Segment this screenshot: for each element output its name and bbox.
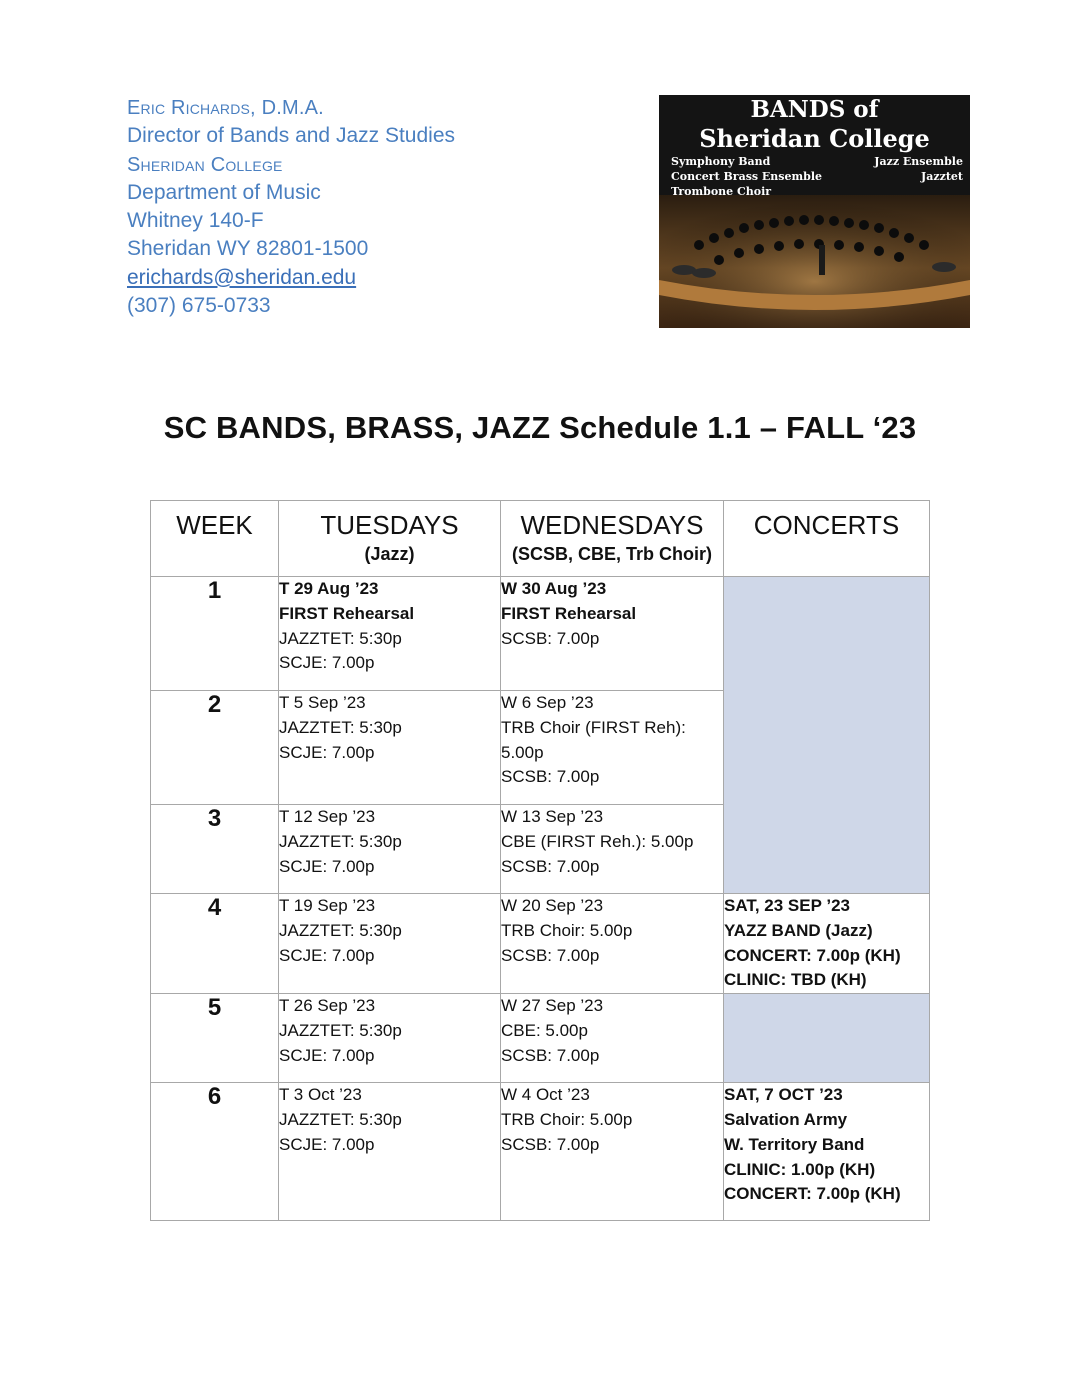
- cell-line: SCJE: 7.00p: [279, 653, 375, 673]
- cell-line: SCSB: 7.00p: [501, 767, 600, 787]
- week-number: 5: [151, 994, 279, 1083]
- table-row: [151, 894, 930, 994]
- table-row: [151, 1083, 930, 1221]
- tuesday-cell: [279, 894, 501, 994]
- cell-date: W 6 Sep ’23: [501, 693, 594, 712]
- week-number: 2: [151, 691, 279, 805]
- schedule-table: [150, 500, 930, 1221]
- contact-phone: (307) 675-0733: [127, 294, 271, 318]
- poster-ensemble: Jazztet: [921, 170, 963, 183]
- cell-line: TRB Choir: 5.00p: [501, 920, 633, 940]
- cell-line: JAZZTET: 5:30p: [279, 1109, 402, 1129]
- poster-right-ensembles: [874, 154, 963, 184]
- concert-cell: [724, 1083, 930, 1221]
- week-number: 1: [151, 577, 279, 691]
- tuesday-cell: [279, 805, 501, 894]
- header-week-label: WEEK: [176, 510, 253, 540]
- contact-name: Eric Richards, D.M.A.: [127, 97, 324, 119]
- cell-line: SCJE: 7.00p: [279, 1134, 375, 1154]
- cell-date: W 30 Aug ’23: [501, 579, 607, 598]
- header-tuesdays: [279, 501, 501, 577]
- cell-line: JAZZTET: 5:30p: [279, 717, 402, 737]
- header-wednesdays: [501, 501, 724, 577]
- poster-left-ensembles: [671, 154, 822, 199]
- cell-date: T 26 Sep ’23: [279, 996, 376, 1016]
- wednesday-cell: [501, 894, 724, 994]
- cell-line: CBE: 5.00p: [501, 1020, 588, 1040]
- concert-line: YAZZ BAND (Jazz): [724, 920, 873, 940]
- header-tuesdays-sub: (Jazz): [364, 544, 415, 564]
- wednesday-cell: [501, 994, 724, 1083]
- header-wednesdays-label: WEDNESDAYS: [520, 510, 704, 540]
- wednesday-cell: [501, 691, 724, 805]
- table-row: [151, 994, 930, 1083]
- concert-date: SAT, 7 OCT ’23: [724, 1085, 843, 1105]
- cell-line: JAZZTET: 5:30p: [279, 831, 402, 851]
- tuesday-cell: [279, 1083, 501, 1221]
- table-row: [151, 577, 930, 691]
- concert-cell: [724, 894, 930, 994]
- cell-date: W 20 Sep ’23: [501, 896, 604, 915]
- contact-institution: Sheridan College: [127, 153, 283, 176]
- cell-line: JAZZTET: 5:30p: [279, 628, 402, 648]
- cell-line: TRB Choir (FIRST Reh):: [501, 717, 686, 737]
- concert-line: Salvation Army: [724, 1109, 848, 1129]
- concert-cell-empty: [724, 994, 930, 1083]
- contact-email-link[interactable]: erichards@sheridan.edu: [127, 265, 357, 289]
- week-number: 4: [151, 894, 279, 994]
- cell-line: SCSB: 7.00p: [501, 628, 600, 648]
- concert-line: W. Territory Band: [724, 1134, 865, 1154]
- cell-line: SCJE: 7.00p: [279, 945, 375, 965]
- cell-line: FIRST Rehearsal: [501, 603, 637, 623]
- cell-date: T 29 Aug ’23: [279, 579, 379, 598]
- table-header-row: [151, 501, 930, 577]
- contact-office: Whitney 140-F: [127, 209, 264, 233]
- cell-date: T 3 Oct ’23: [279, 1085, 362, 1105]
- concert-line: CLINIC: TBD (KH): [724, 970, 867, 990]
- cell-line: SCJE: 7.00p: [279, 742, 375, 762]
- concert-line: CLINIC: 1.00p (KH): [724, 1159, 876, 1179]
- cell-date: T 19 Sep ’23: [279, 896, 376, 915]
- cell-line: SCJE: 7.00p: [279, 1045, 375, 1065]
- wednesday-cell: [501, 577, 724, 691]
- poster-ensemble: Symphony Band: [671, 155, 771, 168]
- header-week: [151, 501, 279, 577]
- tuesday-cell: [279, 994, 501, 1083]
- cell-line: SCSB: 7.00p: [501, 856, 600, 876]
- cell-date: W 13 Sep ’23: [501, 807, 604, 826]
- poster-ensemble: Trombone Choir: [671, 185, 772, 198]
- week-number: 3: [151, 805, 279, 894]
- cell-date: W 27 Sep ’23: [501, 996, 604, 1016]
- cell-line: SCSB: 7.00p: [501, 1134, 600, 1154]
- cell-line: SCSB: 7.00p: [501, 945, 600, 965]
- header-concerts: [724, 501, 930, 577]
- week-number: 6: [151, 1083, 279, 1221]
- concert-line: CONCERT: 7.00p (KH): [724, 1184, 901, 1204]
- cell-line: CBE (FIRST Reh.): 5.00p: [501, 831, 694, 851]
- page-title: SC BANDS, BRASS, JAZZ Schedule 1.1 – FALL ‘23: [163, 410, 917, 445]
- wednesday-cell: [501, 805, 724, 894]
- wednesday-cell: [501, 1083, 724, 1221]
- header-concerts-label: CONCERTS: [753, 510, 900, 540]
- header-wednesdays-sub: (SCSB, CBE, Trb Choir): [511, 544, 712, 564]
- cell-line: SCSB: 7.00p: [501, 1045, 600, 1065]
- concert-cell-empty: [724, 577, 930, 894]
- contact-block: [127, 94, 455, 320]
- tuesday-cell: [279, 577, 501, 691]
- concert-date: SAT, 23 SEP ’23: [724, 896, 850, 915]
- cell-line: TRB Choir: 5.00p: [501, 1109, 633, 1129]
- cell-date: W 4 Oct ’23: [501, 1085, 590, 1105]
- cell-line: JAZZTET: 5:30p: [279, 920, 402, 940]
- tuesday-cell: [279, 691, 501, 805]
- poster-ensemble: Concert Brass Ensemble: [671, 170, 823, 183]
- cell-date: T 12 Sep ’23: [279, 807, 376, 826]
- cell-line: SCJE: 7.00p: [279, 856, 375, 876]
- cell-line: 5.00p: [501, 742, 544, 762]
- poster-ensemble: Jazz Ensemble: [874, 155, 963, 168]
- poster-title-line1: BANDS of: [750, 96, 879, 123]
- concert-line: CONCERT: 7.00p (KH): [724, 945, 901, 965]
- contact-department: Department of Music: [127, 180, 321, 204]
- contact-title: Director of Bands and Jazz Studies: [127, 124, 456, 148]
- bands-poster-image: [659, 95, 970, 328]
- header-tuesdays-label: TUESDAYS: [320, 510, 459, 540]
- cell-line: FIRST Rehearsal: [279, 603, 415, 623]
- poster-title-line2: Sheridan College: [699, 124, 930, 153]
- contact-city: Sheridan WY 82801-1500: [127, 237, 369, 261]
- cell-date: T 5 Sep ’23: [279, 693, 366, 712]
- cell-line: JAZZTET: 5:30p: [279, 1020, 402, 1040]
